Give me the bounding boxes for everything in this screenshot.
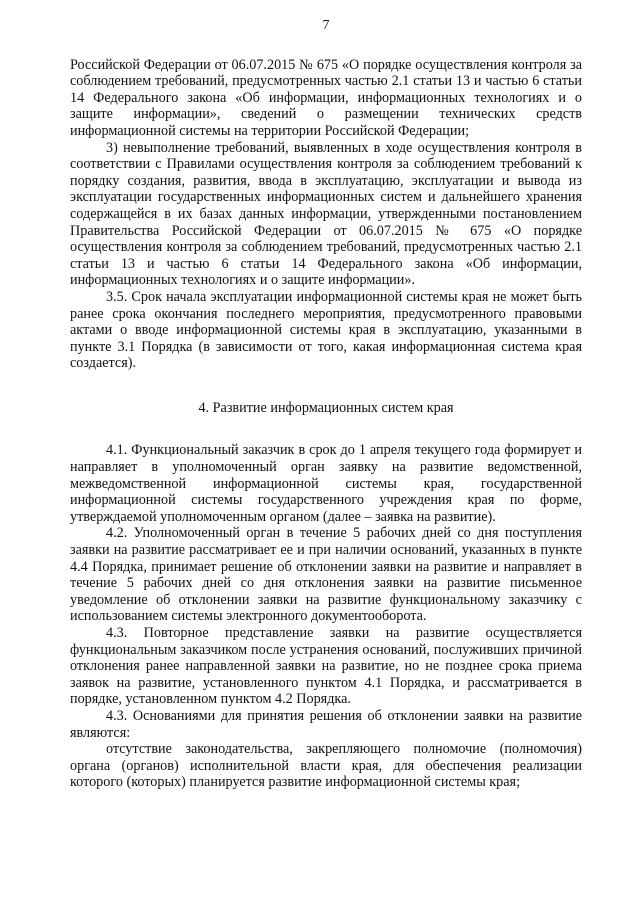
paragraph-3-5: 3.5. Срок начала эксплуатации информационной системы края не может быть ранее срока окончания последнего мероприятия, предусмотренного правовыми актами о вводе информационной системы края в эксплуатацию, указанными в пункте 3.1 Порядка (в зависимости от того, какая информационная система края создается). [70, 288, 582, 372]
paragraph-ground-no-legislation: отсутствие законодательства, закрепляющего полномочие (полномочия) органа (органов) исполнительной власти края, для обеспечения реализации которого (которых) планируется развитие информационной системы края; [70, 741, 582, 791]
paragraph-4-1: 4.1. Функциональный заказчик в срок до 1 апреля текущего года формирует и направляет в уполномоченный орган заявку на развитие ведомственной, межведомственной информационной системы края, государственной информационной системы государственного учреждения края по форме, утверждаемой уполномоченным органом (далее – заявка на развитие). [70, 442, 582, 525]
paragraph-4-3-grounds: 4.3. Основаниями для принятия решения об отклонении заявки на развитие являются: [70, 707, 582, 741]
paragraph-4-3-resubmission: 4.3. Повторное представление заявки на развитие осуществляется функциональным заказчиком после устранения оснований, послуживших причиной отклонения ранее направленной заявки на развитие, но не позднее срока приема заявок на развитие, установленного пунктом 4.1 Порядка, и рассматривается в порядке, установленном пунктом 4.2 Порядка. [70, 625, 582, 708]
paragraph-continuation: Российской Федерации от 06.07.2015 № 675 «О порядке осуществления контроля за соблюдением требований, предусмотренных частью 2.1 статьи 13 и частью 6 статьи 14 Федерального закона «Об информации, информационных технологиях и о защите информации», сведений о размещении технических средств информационной системы на территории Российской Федерации; [70, 56, 582, 139]
section-heading: 4. Развитие информационных систем края [198, 399, 454, 416]
paragraph-item-3: 3) невыполнение требований, выявленных в ходе осуществления контроля в соответствии с Правилами осуществления контроля за соблюдением требований к порядку создания, развития, ввода в эксплуатацию, эксплуатации и вывода из эксплуатации государственных информационных систем и дальнейшего хранения содержащейся в их базах данных информации, утвержденными постановлением Правительства Российской Федерации от 06.07.2015 № 675 «О порядке осуществления контроля за соблюдением требований, предусмотренных частью 2.1 статьи 13 и частью 6 статьи 14 Федерального закона «Об информации, информационных технологиях и о защите информации». [70, 139, 582, 289]
paragraph-4-2: 4.2. Уполномоченный орган в течение 5 рабочих дней со дня поступления заявки на развитие рассматривает ее и при наличии оснований, указанных в пункте 4.4 Порядка, принимает решение об отклонении заявки на развитие и направляет в течение 5 рабочих дней со дня отклонения заявки на развитие письменное уведомление об отклонении заявки на развитие функциональному заказчику с использованием системы электронного документооборота. [70, 525, 582, 625]
page-number: 7 [322, 18, 330, 33]
